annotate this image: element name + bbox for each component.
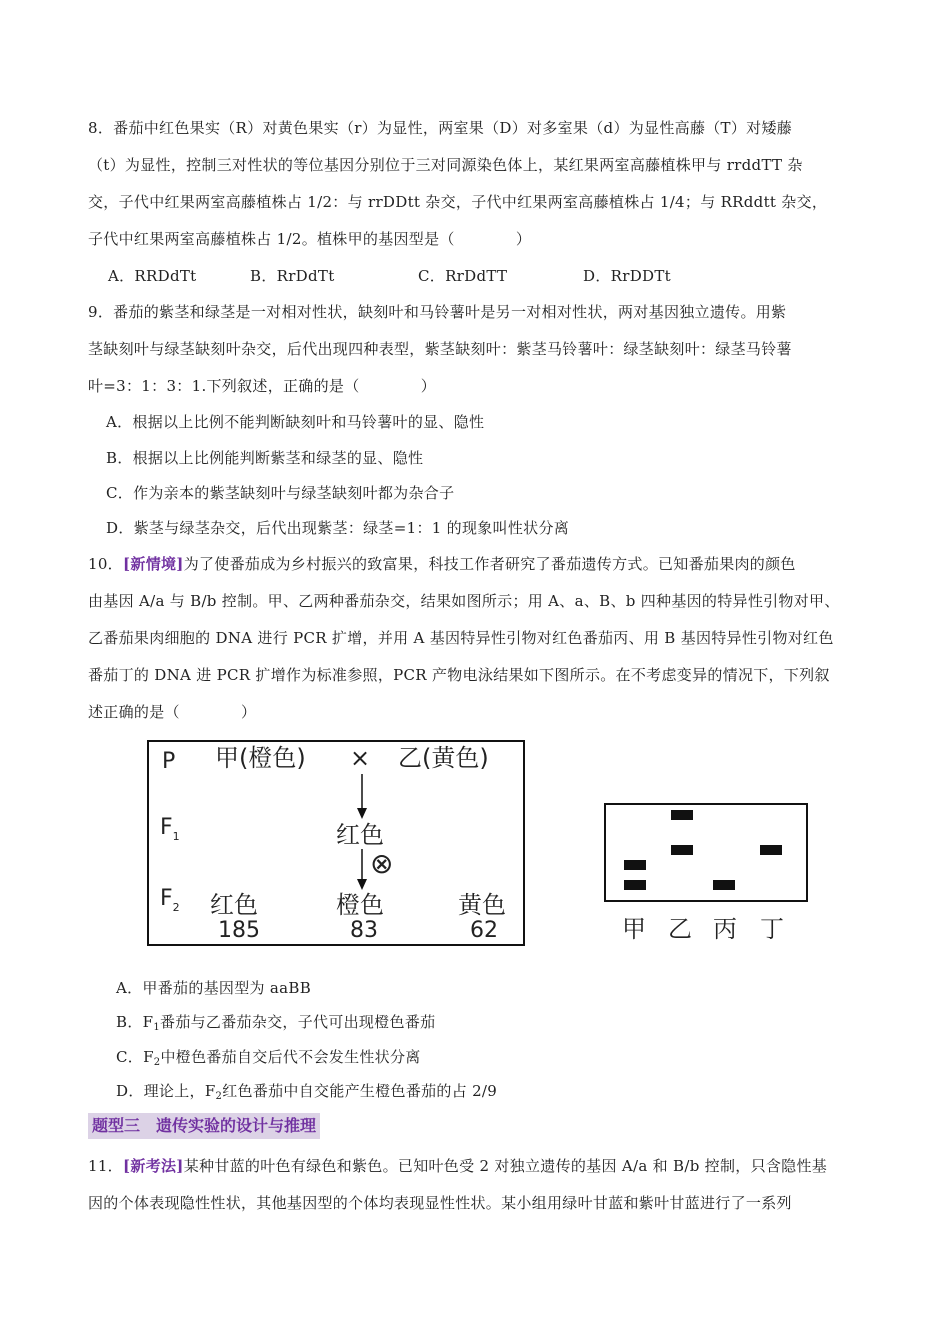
gel-band [671,810,693,820]
q10-line-1 [88,554,796,574]
f2-yellow-label: 黄色 [458,891,506,919]
q8-line-2: （t）为显性，控制三对性状的等位基因分别位于三对同源染色体上，某红果两室高藤植株甲与 rrddTT 杂 [88,156,803,174]
q10-line-2: 由基因 A/a 与 B/b 控制。甲、乙两种番茄杂交，结果如图所示；用 A、a、B、b 四种基因的特异性引物对甲、 [88,592,840,610]
q10-option-c: C．$F_2$中橙色番茄自交后代不会发生性状分离 [116,1048,421,1068]
q10-option-b: B．$F_1$番茄与乙番茄杂交，子代可出现橙色番茄 [116,1013,436,1033]
q9-line-2: 茎缺刻叶与绿茎缺刻叶杂交，后代出现四种表型，紫茎缺刻叶：紫茎马铃薯叶：绿茎缺刻叶：绿茎马铃薯 [88,340,792,358]
q10-option-d: D．理论上，$F_2$红色番茄中自交能产生橙色番茄的占 2/9 [116,1082,498,1102]
q8-option-d: D．RrDDTt [583,267,671,285]
gel-lane-label: 丙 [713,915,737,943]
gel-band [713,880,735,890]
q11-tag: [新考法] [123,1157,184,1175]
f2-label: $F_2$ [160,886,180,914]
q10-line-5: 述正确的是（ ） [88,703,257,721]
q11-line-2: 因的个体表现隐性性状，其他基因型的个体均表现显性性状。某小组用绿叶甘蓝和紫叶甘蓝进行了一系列 [88,1194,792,1212]
cross-sign: × [350,744,371,772]
q9-option-b: B．根据以上比例能判断紫茎和绿茎的显、隐性 [106,449,424,467]
q10-line-4: 番茄丁的 DNA 进 PCR 扩增作为标准参照，PCR 产物电泳结果如下图所示。在不考虑变异的情况下，下列叙 [88,666,830,684]
q9-option-c: C．作为亲本的紫茎缺刻叶与绿茎缺刻叶都为杂合子 [106,484,455,502]
q8-line-1: 8．番茄中红色果实（R）对黄色果实（r）为显性，两室果（D）对多室果（d）为显性高藤（T）对矮藤 [88,119,793,137]
q11-first-line: 某种甘蓝的叶色有绿色和紫色。已知叶色受 2 对独立遗传的基因 A/a 和 B/b 控制，只含隐性基 [183,1157,828,1175]
q9-option-d: D．紫茎与绿茎杂交，后代出现紫茎：绿茎=1：1 的现象叫性状分离 [106,519,570,537]
q9-line-1: 9．番茄的紫茎和绿茎是一对相对性状，缺刻叶和马铃薯叶是另一对相对性状，两对基因独立遗传。用紫 [88,303,787,321]
gel-band [671,845,693,855]
q11-line-1 [88,1156,827,1176]
q9-option-a: A．根据以上比例不能判断缺刻叶和马铃薯叶的显、隐性 [106,413,485,431]
p-left-parent: 甲(橙色) [215,744,306,772]
f2-red-count: 185 [218,918,260,943]
f2-orange-label: 橙色 [336,891,384,919]
gel-lane-label: 丁 [760,915,784,943]
q8-option-a: A．RRDdTt [108,267,197,285]
gel-lane-label: 乙 [668,915,692,943]
q8-line-3: 交，子代中红果两室高藤植株占 1/2：与 rrDDtt 杂交，子代中红果两室高藤植株占 1/4；与 RRddtt 杂交， [88,193,828,211]
q9-line-3: 叶=3：1：3：1.下列叙述，正确的是（ ） [88,377,437,395]
q11-number: 11． [88,1157,123,1175]
q8-option-c: C．RrDdTT [418,267,508,285]
q10-option-a: A．甲番茄的基因型为 aaBB [116,979,312,997]
q10-line-3: 乙番茄果肉细胞的 DNA 进行 PCR 扩增，并用 A 基因特异性引物对红色番茄丙、用 B 基因特异性引物对红色 [88,629,834,647]
arrow-down-icon [354,772,370,820]
self-cross-icon: ⊗ [370,847,394,880]
f1-result: 红色 [336,821,384,849]
section-title: 题型三 遗传实验的设计与推理 [88,1113,320,1139]
arrow-down-icon [354,847,370,891]
q8-option-b: B．RrDdTt [250,267,335,285]
gel-band [624,860,646,870]
f2-orange-count: 83 [350,918,378,943]
p-right-parent: 乙(黄色) [398,744,489,772]
gel-band [624,880,646,890]
gel-lane-label: 甲 [622,915,646,943]
q10-first-line: 为了使番茄成为乡村振兴的致富果，科技工作者研究了番茄遗传方式。已知番茄果肉的颜色 [183,555,796,573]
f2-yellow-count: 62 [470,918,498,943]
q8-line-4: 子代中红果两室高藤植株占 1/2。植株甲的基因型是（ ） [88,230,532,248]
p-label: P [162,749,176,774]
gel-band [760,845,782,855]
f2-red-label: 红色 [210,891,258,919]
q10-tag: [新情境] [123,555,184,573]
f1-label: $F_1$ [160,815,180,843]
q10-number: 10． [88,555,123,573]
